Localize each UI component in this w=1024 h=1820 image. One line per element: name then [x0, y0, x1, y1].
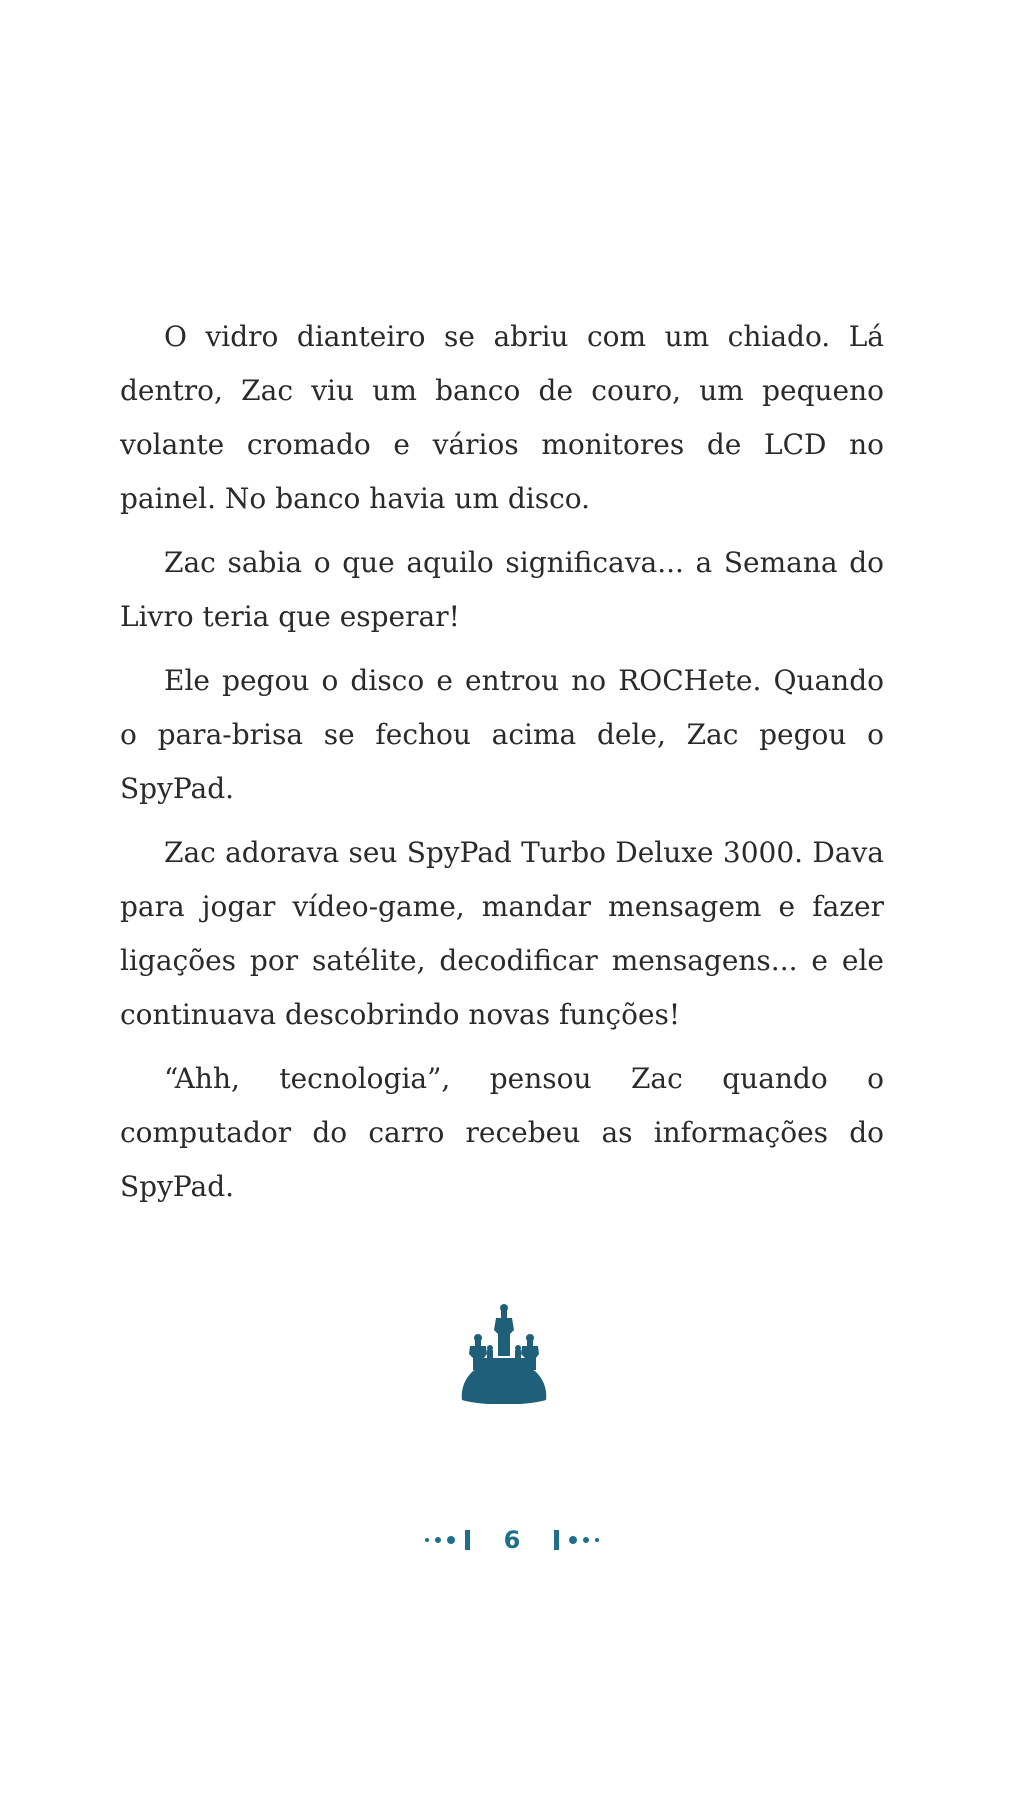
right-bar-ornament — [554, 1530, 559, 1550]
right-dots-ornament — [569, 1536, 599, 1544]
paragraph-4: Zac adorava seu SpyPad Turbo Deluxe 3000. Dava para jogar vídeo-game, mandar mensagem e fazer ligações por satélite, decodificar mensagens... e ele continuava descobrindo novas funções! — [120, 836, 884, 1031]
page-number: 6 — [503, 1526, 521, 1554]
left-dots-ornament — [425, 1536, 455, 1544]
paragraph-2: Zac sabia o que aquilo significava... a Semana do Livro teria que esperar! — [120, 546, 884, 633]
body-text — [120, 310, 884, 1224]
page-footer — [0, 1520, 1024, 1560]
paragraph-1: O vidro dianteiro se abriu com um chiado. Lá dentro, Zac viu um banco de couro, um pequeno volante cromado e vários monitores de LCD no painel. No banco havia um disco. — [120, 320, 884, 515]
paragraph-3: Ele pegou o disco e entrou no ROCHete. Quando o para-brisa se fechou acima dele, Zac pegou o SpyPad. — [120, 664, 884, 805]
castle-ornament-icon — [456, 1300, 552, 1404]
left-bar-ornament — [465, 1530, 470, 1550]
paragraph-5: “Ahh, tecnologia”, pensou Zac quando o computador do carro recebeu as informações do SpyPad. — [120, 1062, 884, 1203]
